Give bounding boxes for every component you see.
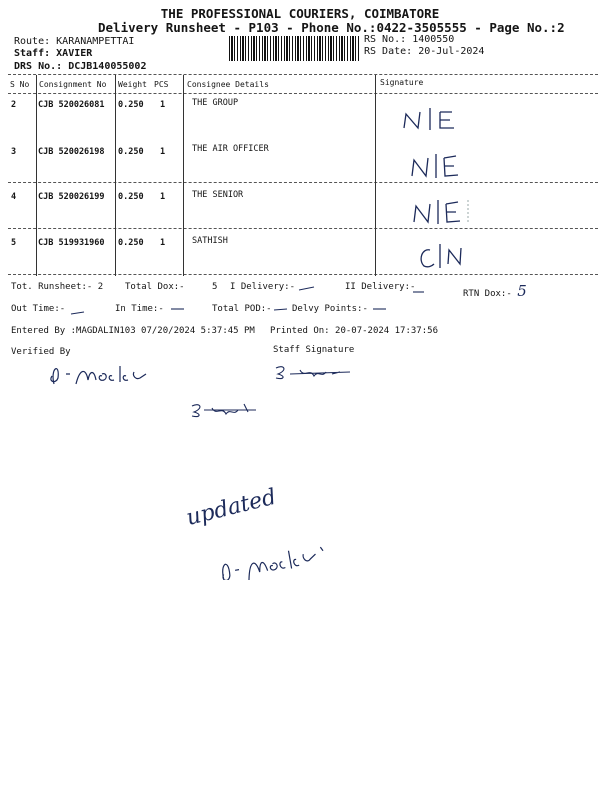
printed-on-label: Printed On: bbox=[270, 326, 330, 336]
row-consignment: CJB 520026081 bbox=[38, 100, 105, 110]
column-divider bbox=[115, 75, 116, 276]
rs-date-line bbox=[364, 46, 484, 57]
delvy-points: Delvy Points:- bbox=[292, 304, 368, 314]
handwritten-dash-mark bbox=[372, 306, 388, 312]
col-header-consignment: Consignment No bbox=[39, 80, 107, 89]
company-title: THE PROFESSIONAL COURIERS, COIMBATORE bbox=[160, 6, 440, 21]
in-time: In Time:- bbox=[115, 304, 164, 314]
row-weight: 0.250 bbox=[118, 100, 144, 110]
drs-line bbox=[14, 61, 146, 72]
row-weight: 0.250 bbox=[118, 192, 144, 202]
printed-on bbox=[270, 326, 438, 336]
row-consignment: CJB 520026199 bbox=[38, 192, 105, 202]
staff-signature-extra bbox=[186, 398, 266, 420]
verified-by-signature bbox=[40, 358, 170, 388]
col-header-weight: Weight bbox=[118, 80, 147, 89]
route-value: KARANAMPETTAI bbox=[56, 36, 135, 47]
total-dox-label: Total Dox:- bbox=[125, 282, 185, 292]
row-rule bbox=[8, 182, 598, 183]
runsheet-title-line: Delivery Runsheet - P103 - Phone No.:0422-3505555 - Page No.:2 bbox=[98, 20, 565, 35]
staff-value: XAVIER bbox=[56, 48, 93, 59]
i-delivery: I Delivery:- bbox=[230, 282, 296, 292]
row-weight: 0.250 bbox=[118, 147, 144, 157]
drs-label: DRS No.: bbox=[14, 61, 63, 72]
printed-on-value: 20-07-2024 17:37:56 bbox=[335, 326, 438, 336]
handwritten-dash-mark bbox=[70, 308, 86, 316]
row-signature-mark bbox=[408, 150, 478, 180]
row-signature-mark bbox=[400, 104, 470, 132]
handwritten-dash-mark bbox=[273, 306, 289, 312]
staff-signature bbox=[270, 360, 360, 382]
row-pcs: 1 bbox=[160, 100, 166, 110]
table-header-rule bbox=[8, 93, 598, 94]
row-signature-mark bbox=[416, 240, 476, 270]
entered-by-value: MAGDALIN103 07/20/2024 5:37:45 PM bbox=[76, 326, 255, 336]
entered-by-label: Entered By : bbox=[11, 326, 77, 336]
drs-value: DCJB140055002 bbox=[68, 61, 147, 72]
row-sno: 5 bbox=[11, 238, 17, 248]
tot-runsheet-label: Tot. Runsheet:- bbox=[11, 282, 93, 292]
rtn-dox-value: 5 bbox=[517, 282, 527, 300]
row-consignment: CJB 519931960 bbox=[38, 238, 105, 248]
column-divider bbox=[375, 75, 376, 276]
row-signature-mark bbox=[410, 196, 480, 226]
column-divider bbox=[183, 75, 184, 276]
row-sno: 2 bbox=[11, 100, 17, 110]
col-header-sno: S No bbox=[10, 80, 30, 89]
row-pcs: 1 bbox=[160, 192, 166, 202]
tot-runsheet bbox=[11, 282, 103, 292]
handwritten-dash-mark bbox=[412, 286, 426, 294]
rs-date-label: RS Date: bbox=[364, 46, 413, 57]
verified-by-label: Verified By bbox=[11, 347, 71, 357]
row-consignment: CJB 520026198 bbox=[38, 147, 105, 157]
handwritten-dash-mark bbox=[170, 306, 186, 312]
total-dox-value: 5 bbox=[212, 282, 218, 292]
row-consignee: SATHISH bbox=[192, 236, 228, 246]
barcode bbox=[229, 36, 359, 61]
row-consignee: THE SENIOR bbox=[192, 190, 244, 200]
staff-line bbox=[14, 48, 92, 59]
handwritten-dash-mark bbox=[298, 284, 316, 292]
rs-date-value: 20-Jul-2024 bbox=[418, 46, 485, 57]
row-pcs: 1 bbox=[160, 147, 166, 157]
row-rule bbox=[8, 228, 598, 229]
staff-label: Staff: bbox=[14, 48, 51, 59]
row-consignee: THE GROUP bbox=[192, 98, 239, 108]
row-weight: 0.250 bbox=[118, 238, 144, 248]
col-header-consignee: Consignee Details bbox=[187, 80, 269, 89]
out-time: Out Time:- bbox=[11, 304, 66, 314]
row-sno: 4 bbox=[11, 192, 17, 202]
rtn-dox bbox=[463, 282, 527, 300]
row-consignee: THE AIR OFFICER bbox=[192, 144, 269, 154]
route-label: Route: bbox=[14, 36, 51, 47]
total-dox bbox=[125, 282, 217, 292]
staff-signature-label: Staff Signature bbox=[273, 345, 355, 355]
column-divider bbox=[36, 75, 37, 276]
table-bottom-rule bbox=[8, 274, 598, 275]
ii-delivery: II Delivery:- bbox=[345, 282, 416, 292]
rs-no-value: 1400550 bbox=[412, 34, 455, 45]
entered-by bbox=[11, 326, 255, 336]
rs-no-label: RS No.: bbox=[364, 34, 407, 45]
route-line bbox=[14, 36, 134, 47]
table-top-rule bbox=[8, 74, 598, 75]
updated-signature bbox=[212, 540, 352, 580]
col-header-pcs: PCS bbox=[154, 80, 169, 89]
row-pcs: 1 bbox=[160, 238, 166, 248]
rs-no-line bbox=[364, 34, 454, 45]
rtn-dox-label: RTN Dox:- bbox=[463, 289, 512, 299]
tot-runsheet-value: 2 bbox=[97, 282, 104, 292]
handwritten-updated-note: updated bbox=[183, 484, 279, 531]
col-header-signature: Signature bbox=[380, 78, 424, 87]
row-sno: 3 bbox=[11, 147, 17, 157]
total-pod: Total POD:- bbox=[212, 304, 272, 314]
